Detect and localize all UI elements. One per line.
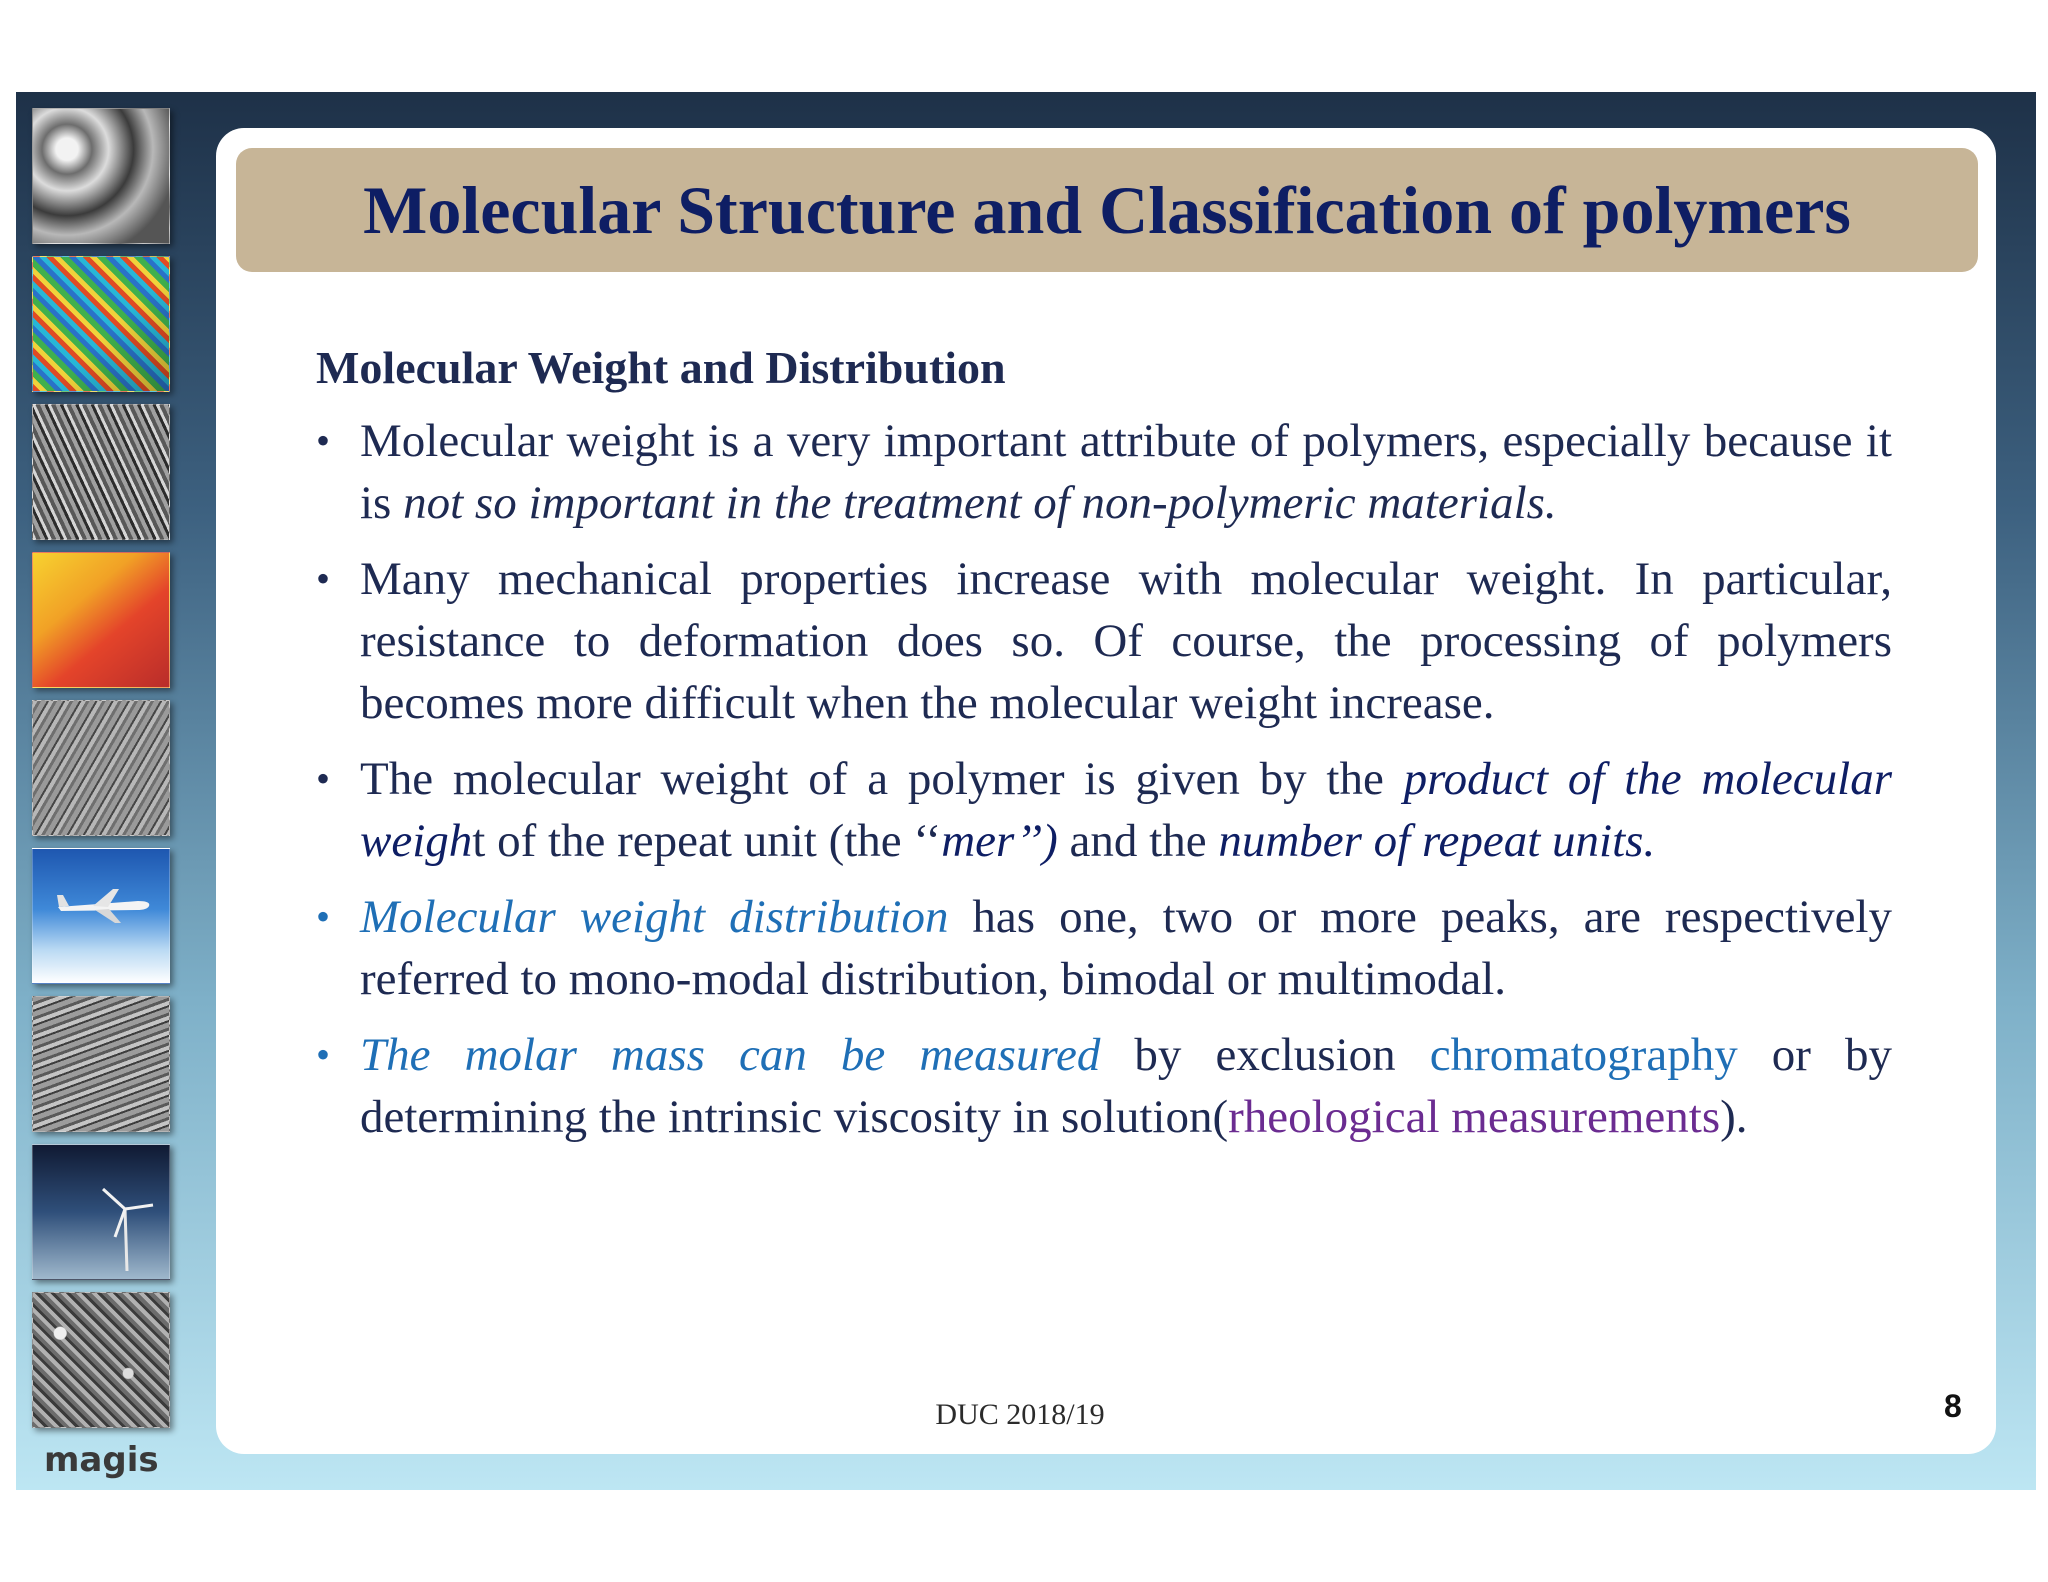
- magis-logo: magis: [44, 1440, 159, 1480]
- bullet-emphasis: product of the molecular weigh: [360, 753, 1892, 867]
- bullet-emphasis: The molar mass can be measured: [360, 1029, 1101, 1081]
- bullet-item: [316, 410, 1892, 534]
- bullet-text: The molecular weight of a polymer is given by the: [360, 753, 1404, 805]
- slide-content: [316, 336, 1892, 1162]
- bullet-text: Molecular weight is a very important attribute of polymers, especially because it is: [360, 415, 1892, 529]
- bullet-text: ).: [1720, 1091, 1748, 1143]
- stress-cube-thumbnail: [32, 552, 170, 688]
- rheology-link: rheological measurements: [1228, 1091, 1721, 1143]
- bullet-item: [316, 748, 1892, 872]
- bullet-item: [316, 1024, 1892, 1148]
- bullet-text: Many mechanical properties increase with molecular weight. In particular, resistance to deformation does so. Of course, the processing of polymers becomes more difficult when the molecular weight increase.: [360, 553, 1892, 729]
- turbine-thumbnail: [32, 108, 170, 244]
- page-number: 8: [1944, 1388, 1962, 1424]
- bullet-text: or by determining the intrinsic viscosity in solution(: [360, 1029, 1892, 1143]
- airplane-thumbnail: [32, 848, 170, 984]
- section-heading: Molecular Weight and Distribution: [316, 342, 1006, 393]
- bullet-marker: •: [316, 894, 331, 939]
- bullet-emphasis: number of repeat units.: [1218, 815, 1656, 867]
- bullet-item: [316, 886, 1892, 1010]
- fibrous-microstructure-thumbnail: [32, 404, 170, 540]
- airplane-icon: [53, 879, 153, 929]
- bullet-text: by exclusion: [1100, 1029, 1430, 1081]
- bullet-text: and the: [1057, 815, 1219, 867]
- bullet-text: t of the repeat unit (the ‘‘: [472, 815, 942, 867]
- grain-structure-thumbnail: [32, 1292, 170, 1428]
- simulation-block-thumbnail: [32, 256, 170, 392]
- bullet-list: [316, 410, 1892, 1148]
- bullet-marker: •: [316, 756, 331, 801]
- bullet-item: [316, 548, 1892, 734]
- bullet-emphasis: mer’’): [941, 815, 1058, 867]
- bullet-emphasis: Molecular weight distribution: [360, 891, 949, 943]
- chromatography-link: chromatography: [1429, 1029, 1738, 1081]
- fracture-surface-thumbnail: [32, 996, 170, 1132]
- bullet-emphasis: not so important in the treatment of non-polymeric materials.: [403, 477, 1557, 529]
- bullet-text: has one, two or more peaks, are respectively referred to mono-modal distribution, bimodal or multimodal.: [360, 891, 1892, 1005]
- bullet-marker: •: [316, 556, 331, 601]
- wind-turbine-thumbnail: [32, 1144, 170, 1280]
- wind-turbine-icon: [95, 1181, 155, 1271]
- martensite-microstructure-thumbnail: [32, 700, 170, 836]
- slide-title: Molecular Structure and Classification of polymers: [363, 172, 1851, 248]
- slide-footer: DUC 2018/19: [935, 1398, 1105, 1431]
- bullet-marker: •: [316, 1032, 331, 1077]
- bullet-marker: •: [316, 418, 331, 463]
